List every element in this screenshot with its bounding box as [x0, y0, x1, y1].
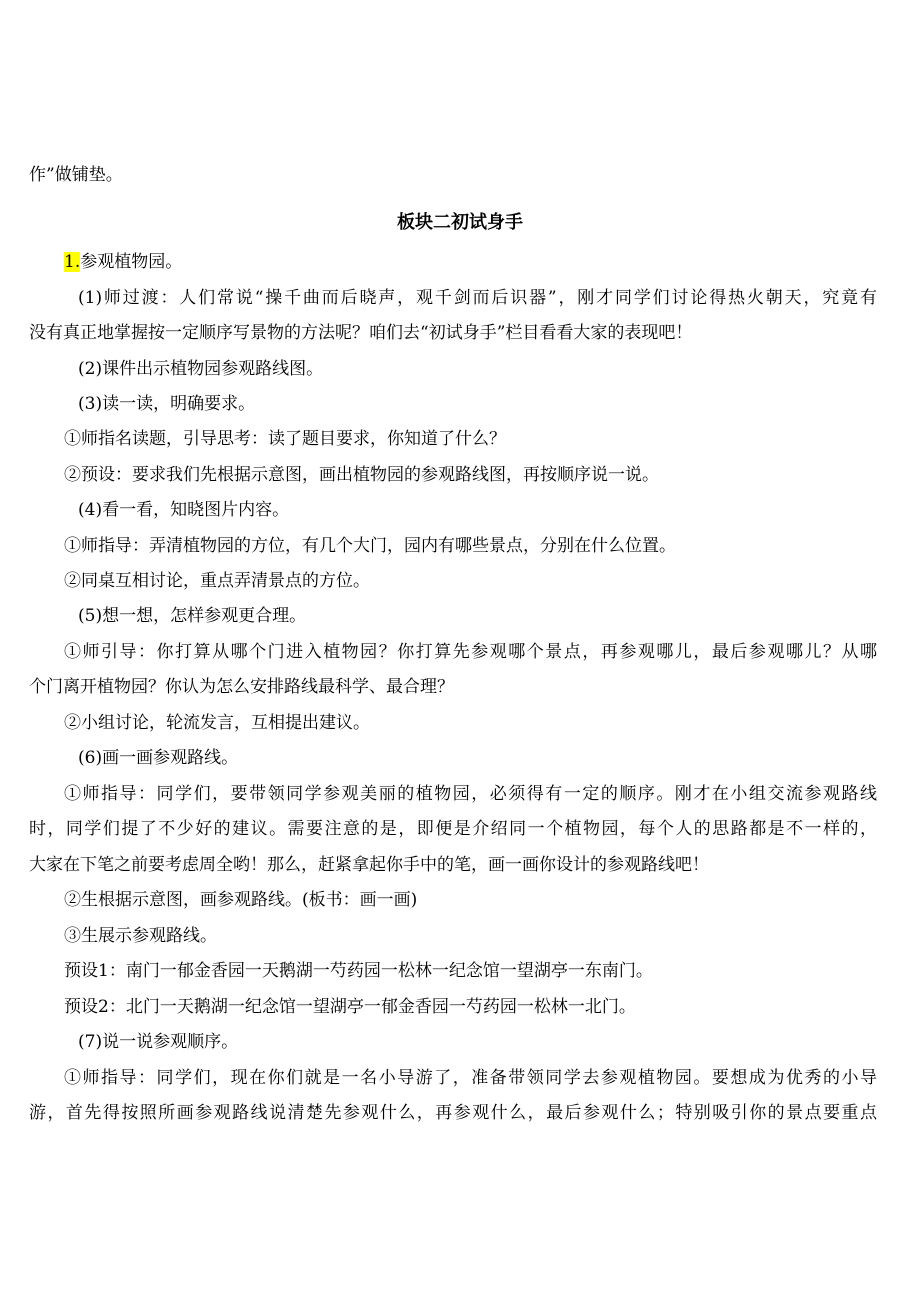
paragraph-6-item-1-line-2: 时，同学们提了不少好的建议。需要注意的是，即便是介绍同一个植物园，每个人的思路都是不一样的， [29, 819, 877, 839]
paragraph-3: (3)读一读，明确要求。 [78, 394, 256, 414]
paragraph-3-item-1: ①师指名读题，引导思考：读了题目要求，你知道了什么？ [64, 429, 506, 449]
paragraph-5-item-2: ②小组讨论，轮流发言，互相提出建议。 [64, 713, 370, 733]
paragraph-4-item-1: ①师指导：弄清植物园的方位，有几个大门，园内有哪些景点，分别在什么位置。 [64, 536, 676, 556]
paragraph-7-item-1-line-1: ①师指导：同学们，现在你们就是一名小导游了，准备带领同学去参观植物园。要想成为优秀的小导 [64, 1068, 877, 1088]
paragraph-3-item-2: ②预设：要求我们先根据示意图，画出植物园的参观路线图，再按顺序说一说。 [64, 465, 659, 485]
paragraph-7-item-1-line-2: 游，首先得按照所画参观路线说清楚先参观什么，再参观什么，最后参观什么；特别吸引你的景点要重点 [29, 1103, 877, 1123]
paragraph-6-item-1-line-3: 大家在下笔之前要考虑周全哟！那么，赶紧拿起你手中的笔，画一画你设计的参观路线吧！ [29, 855, 709, 875]
preset-route-1: 预设1：南门一郁金香园一天鹅湖一芍药园一松林一纪念馆一望湖亭一东南门。 [64, 961, 653, 981]
paragraph-7: (7)说一说参观顺序。 [78, 1032, 239, 1052]
paragraph-6-item-3: ③生展示参观路线。 [64, 926, 217, 946]
paragraph-6-item-1-line-1: ①师指导：同学们，要带领同学参观美丽的植物园，必须得有一定的顺序。刚才在小组交流参观路线 [64, 784, 877, 804]
paragraph-5: (5)想一想，怎样参观更合理。 [78, 606, 307, 626]
paragraph-6-item-2: ②生根据示意图，画参观路线。(板书：画一画) [64, 890, 418, 910]
continuation-text: 作”做铺垫。 [29, 165, 123, 185]
paragraph-4: (4)看一看，知晓图片内容。 [78, 500, 290, 520]
item-1-text: 参观植物园。 [80, 252, 183, 272]
preset-route-2: 预设2：北门一天鹅湖一纪念馆一望湖亭一郁金香园一芍药园一松林一北门。 [64, 997, 636, 1017]
paragraph-6: (6)画一画参观路线。 [78, 748, 239, 768]
paragraph-5-item-1-line-2: 个门离开植物园？你认为怎么安排路线最科学、最合理？ [29, 677, 454, 697]
paragraph-5-item-1-line-1: ①师引导：你打算从哪个门进入植物园？你打算先参观哪个景点，再参观哪儿，最后参观哪儿？从哪 [64, 642, 877, 662]
paragraph-1-line-2: 没有真正地掌握按一定顺序写景物的方法呢？咱们去“初试身手”栏目看看大家的表现吧！ [29, 323, 693, 343]
section-title: 板块二初试身手 [397, 212, 523, 233]
paragraph-1-line-1: (1)师过渡：人们常说“操千曲而后晓声，观千剑而后识器”，刚才同学们讨论得热火朝天，究竟有 [78, 288, 877, 308]
item-1-heading [64, 251, 182, 273]
paragraph-4-item-2: ②同桌互相讨论，重点弄清景点的方位。 [64, 571, 370, 591]
item-1-number: 1. [64, 252, 81, 272]
paragraph-2: (2)课件出示植物园参观路线图。 [78, 359, 324, 379]
